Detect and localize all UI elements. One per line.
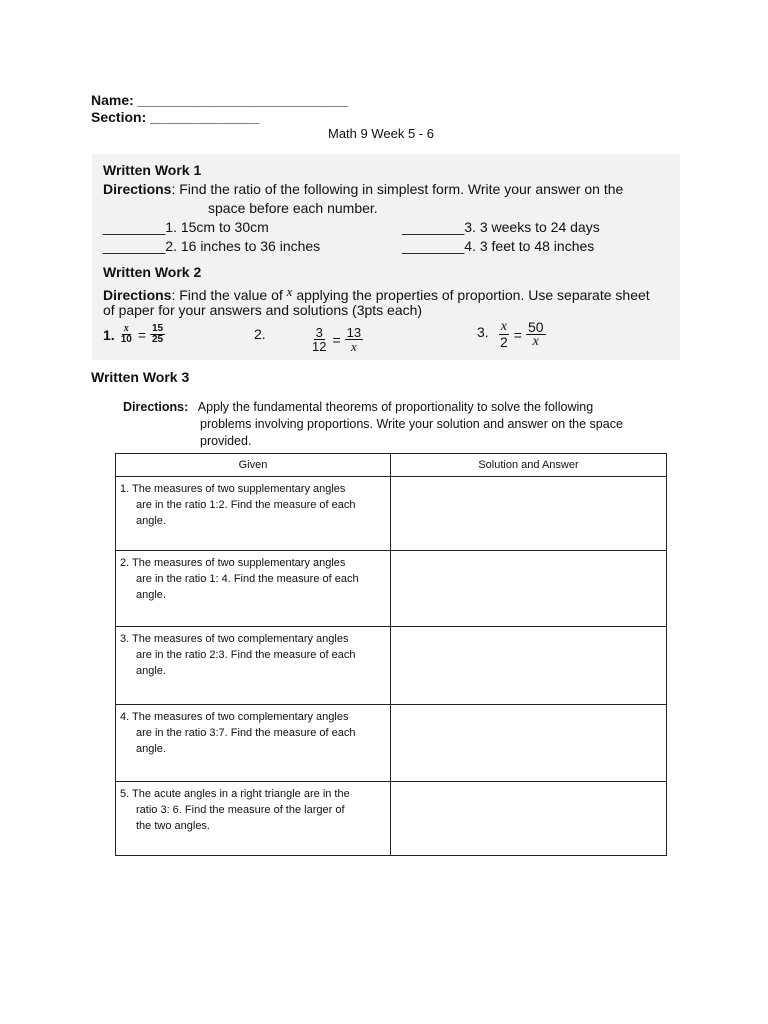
ww1-item-1[interactable]: ________1. 15cm to 30cm — [103, 219, 269, 235]
fraction-numerator: 15 — [152, 323, 164, 334]
ww2-heading: Written Work 2 — [103, 264, 202, 280]
problem-line: angle. — [136, 589, 166, 601]
ww3-heading: Written Work 3 — [91, 369, 190, 385]
page-title: Math 9 Week 5 - 6 — [328, 126, 434, 141]
given-cell — [116, 477, 391, 551]
fraction-lhs — [119, 324, 134, 345]
solution-answer-cell[interactable] — [391, 551, 667, 627]
problem-line: angle. — [136, 515, 166, 527]
table-row — [116, 551, 667, 627]
ww1-directions-label: Directions — [103, 181, 172, 197]
problem-line: ratio 3: 6. Find the measure of the larger of — [136, 804, 345, 816]
ww1-item-3[interactable]: ________3. 3 weeks to 24 days — [402, 219, 600, 235]
ww2-directions-line2: of paper for your answers and solutions (3pts each) — [103, 302, 423, 318]
ww2-problem-2-number: 2. — [254, 326, 266, 342]
ww2-problem-2 — [310, 326, 363, 353]
ww1-item-4[interactable]: ________4. 3 feet to 48 inches — [402, 238, 595, 254]
problem-line: are in the ratio 3:7. Find the measure of each — [136, 727, 356, 739]
ww2-problem-1 — [103, 324, 165, 345]
ww2-directions-text-b: applying the properties of proportion. Use separate sheet — [292, 287, 650, 303]
problem-number: 1. — [103, 326, 115, 343]
given-cell — [116, 627, 391, 705]
solution-answer-cell[interactable] — [391, 705, 667, 782]
ww3-directions-line2: problems involving proportions. Write your solution and answer on the space — [200, 417, 623, 431]
problem-line: are in the ratio 1: 4. Find the measure of each — [136, 573, 359, 585]
problem-line: are in the ratio 1:2. Find the measure of each — [136, 499, 356, 511]
ww2-problem-3 — [498, 320, 546, 349]
ww2-directions-text-a: : Find the value of — [171, 287, 287, 303]
table-header-given: Given — [116, 454, 391, 477]
ww3-directions-label: Directions: — [123, 400, 189, 414]
equals-sign: = — [137, 326, 146, 343]
fraction-numerator: 50 — [527, 319, 544, 335]
fraction-rhs — [345, 326, 363, 353]
given-cell — [116, 782, 391, 856]
fraction-numerator: x — [123, 323, 129, 334]
section-field[interactable]: Section: ______________ — [91, 109, 260, 125]
table-header-solution: Solution and Answer — [391, 454, 667, 477]
equals-sign: = — [332, 331, 341, 348]
table-row — [116, 782, 667, 856]
table-row — [116, 705, 667, 782]
ww1-directions-line1 — [103, 181, 678, 197]
equals-sign: = — [513, 326, 522, 343]
ww3-table — [115, 453, 667, 856]
fraction-denominator: 12 — [312, 339, 327, 354]
problem-line: 2. The measures of two supplementary angles — [120, 557, 346, 569]
problem-line: angle. — [136, 665, 166, 677]
ww2-problem-3-number: 3. — [477, 324, 489, 340]
problem-line: the two angles. — [136, 820, 210, 832]
ww3-directions-line3: provided. — [200, 434, 252, 448]
ww2-directions-label: Directions — [103, 287, 172, 303]
fraction-numerator: x — [500, 319, 507, 334]
problem-line: 1. The measures of two supplementary angles — [120, 483, 346, 495]
fraction-denominator: x — [532, 334, 539, 349]
problem-line: 5. The acute angles in a right triangle are in the — [120, 788, 350, 800]
ww2-variable-x: x — [286, 284, 293, 299]
fraction-numerator: 13 — [346, 325, 362, 340]
fraction-denominator: 10 — [120, 334, 132, 345]
table-row — [116, 627, 667, 705]
ww1-directions-text: : Find the ratio of the following in simplest form. Write your answer on the — [171, 181, 624, 197]
fraction-rhs — [150, 324, 165, 345]
table-row — [116, 477, 667, 551]
ww1-heading: Written Work 1 — [103, 162, 202, 178]
solution-answer-cell[interactable] — [391, 627, 667, 705]
ww1-directions-line2: space before each number. — [208, 200, 378, 216]
problem-line: 4. The measures of two complementary angles — [120, 711, 349, 723]
problem-line: 3. The measures of two complementary angles — [120, 633, 349, 645]
fraction-denominator: x — [351, 339, 357, 354]
solution-answer-cell[interactable] — [391, 477, 667, 551]
fraction-denominator: 25 — [152, 334, 164, 345]
ww3-directions-line1: Apply the fundamental theorems of proportionality to solve the following — [197, 400, 594, 414]
fraction-numerator: 3 — [315, 325, 323, 340]
fraction-denominator: 2 — [500, 334, 508, 350]
ww3-directions — [123, 399, 623, 450]
ww2-directions-line1 — [103, 284, 650, 303]
name-field[interactable]: Name: ___________________________ — [91, 92, 348, 108]
given-cell — [116, 705, 391, 782]
ww1-item-2[interactable]: ________2. 16 inches to 36 inches — [103, 238, 321, 254]
problem-line: are in the ratio 2:3. Find the measure of each — [136, 649, 356, 661]
problem-line: angle. — [136, 743, 166, 755]
fraction-lhs — [310, 326, 328, 353]
fraction-rhs — [526, 320, 546, 349]
solution-answer-cell[interactable] — [391, 782, 667, 856]
table-header-row — [116, 454, 667, 477]
fraction-lhs — [498, 320, 510, 349]
given-cell — [116, 551, 391, 627]
